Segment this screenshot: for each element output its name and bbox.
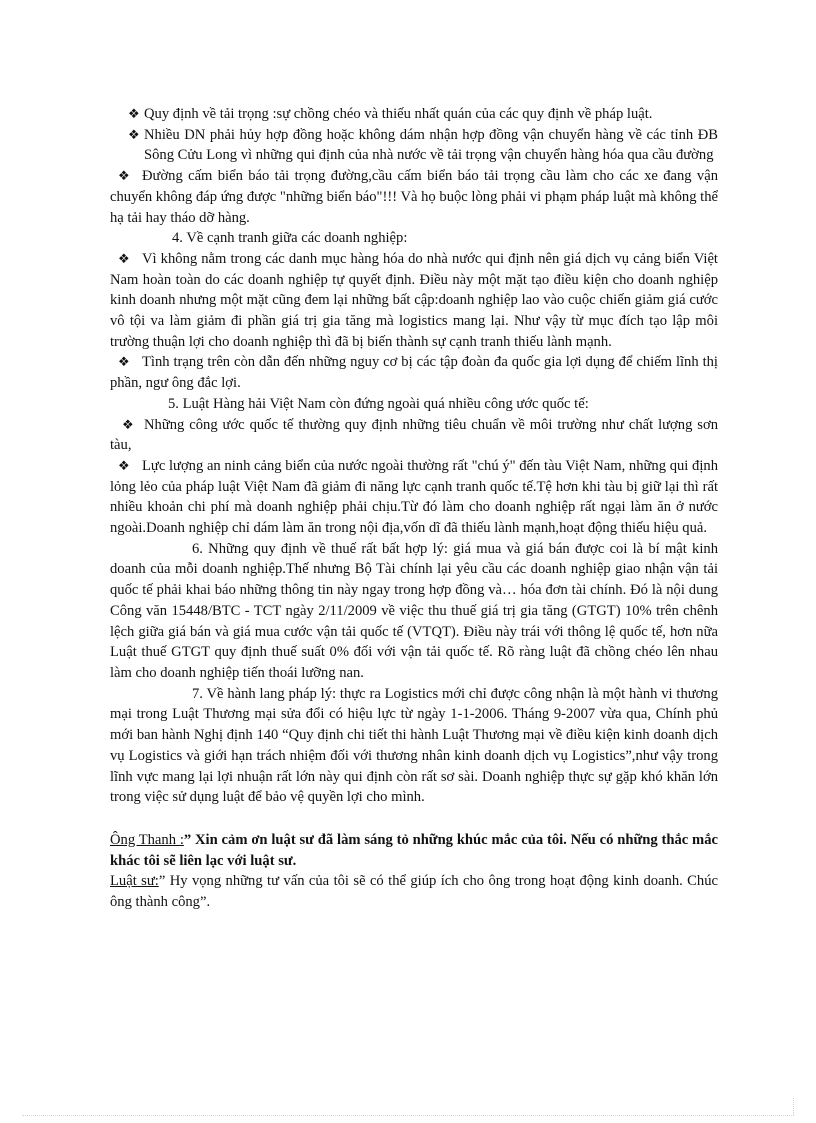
bullet-paragraph-port-security: ❖ Lực lượng an ninh cảng biển của nước ngoài thường rất "chú ý" đến tàu Việt Nam, những qui định lỏng lẻo của pháp luật Việt Nam đã giảm đi năng lực cạnh tranh quốc tế.Tệ hơn khi tàu bị giữ lại thì rất nhiều khoản chi phí mà doanh nghiệp phải chịu.Từ đó làm cho doanh nghiệp rất ngại làm ăn ở nước ngoài.Doanh nghiệp chỉ dám làm ăn trong nội địa,vốn dĩ đã thiếu lành mạnh,hoạt động thiếu hiệu quả. bbox=[110, 457, 718, 537]
dialogue-mr-thanh bbox=[110, 830, 718, 871]
section-heading-5: 5. Luật Hàng hải Việt Nam còn đứng ngoài quá nhiều công ước quốc tế: bbox=[168, 395, 589, 412]
paragraph-legal-framework: 7. Về hành lang pháp lý: thực ra Logistics mới chỉ được công nhận là một hành vi thương mại trong Luật Thương mại sửa đổi có hiệu lực từ ngày 1-1-2006. Tháng 9-2007 vừa qua, Chính phủ mới ban hành Nghị định 140 “Quy định chi tiết thi hành Luật Thương mại về điều kiện kinh doanh dịch vụ Logistics và giới hạn trách nhiệm đối với thương nhân kinh doanh dịch vụ Logistics”,như vậy trong lĩnh vực mang lại lợi nhuận rất lớn này qui định còn rất sơ sài. Doanh nghiệp thực sự gặp khó khăn lớn trong việc sử dụng luật để bảo vệ quyền lợi cho mình. bbox=[110, 685, 718, 806]
diamond-bullet-icon: ❖ bbox=[118, 457, 130, 473]
diamond-bullet-icon: ❖ bbox=[118, 250, 130, 266]
bullet-paragraph-conventions: ❖ Những công ước quốc tế thường quy định những tiêu chuẩn về môi trường như chất lượng sơn tàu, bbox=[110, 416, 718, 454]
diamond-bullet-icon: ❖ bbox=[118, 168, 130, 184]
bullet-paragraph-port-pricing: ❖ Vì không nằm trong các danh mục hàng hóa do nhà nước qui định nên giá dịch vụ cảng biển Việt Nam hoàn toàn do các doanh nghiệp tự quyết định. Điều này một mặt tạo điều kiện cho doanh nghiệp kinh doanh nhưng một mặt cũng đem lại những bất cập:doanh nghiệp lao vào cuộc chiến giảm giá cước vô tội va làm giảm đi phần giá trị gia tăng mà logistics mang lại. Như vậy từ mục đích tạo lập môi trường thuận lợi cho doanh nghiệp thì đã bị biến thành sự cạnh tranh thiếu lành mạnh. bbox=[110, 250, 718, 350]
bullet-paragraph-load-regulations: ❖ Quy định về tải trọng :sự chồng chéo và thiếu nhất quán của các quy định về pháp luật. bbox=[110, 104, 718, 125]
page-corner-mark bbox=[793, 1098, 794, 1115]
section-heading-4: 4. Về cạnh tranh giữa các doanh nghiệp: bbox=[172, 230, 408, 247]
dialogue-text: ” Xin cảm ơn luật sư đã làm sáng tỏ những khúc mắc của tôi. Nếu có những thắc mắc khác tôi sẽ liên lạc với luật sư. bbox=[110, 831, 718, 869]
paragraph-tax-rules: 6. Những quy định về thuế rất bất hợp lý: giá mua và giá bán được coi là bí mật kinh doanh của mỗi doanh nghiệp.Thế nhưng Bộ Tài chính lại yêu cầu các doanh nghiệp giao nhận vận tải quốc tế phải khai báo những thông tin này ngay trong hợp đồng và… hóa đơn tài chính. Đó là nội dung Công văn 15448/BTC - TCT ngày 2/11/2009 về việc thu thuế giá trị gia tăng (GTGT) 10% trên chênh lệch giữa giá bán và giá mua cước vận tải quốc tế (VTQT). Điều này trái với thông lệ quốc tế, hơn nữa Luật thuế GTGT quy định thuế suất 0% đối với vận tải quốc tế. Rõ ràng luật đã chồng chéo lên nhau làm cho doanh nghiệp tiến thoái lưỡng nan. bbox=[110, 540, 718, 681]
page-bottom-border bbox=[22, 1115, 794, 1116]
dialogue-lawyer bbox=[110, 871, 718, 912]
document-page bbox=[110, 104, 718, 913]
speaker-name: Luật sư: bbox=[110, 873, 159, 890]
dialogue-text: ” Hy vọng những tư vấn của tôi sẽ có thể giúp ích cho ông trong hoạt động kinh doanh. Chúc ông thành công”. bbox=[110, 873, 718, 911]
diamond-bullet-icon: ❖ bbox=[128, 106, 140, 121]
diamond-bullet-icon: ❖ bbox=[128, 126, 140, 142]
diamond-bullet-icon: ❖ bbox=[118, 354, 130, 370]
bullet-paragraph-multinational-risk: ❖ Tình trạng trên còn dẫn đến những nguy cơ bị các tập đoàn đa quốc gia lợi dụng để chiếm lĩnh thị phần, ngư ông đắc lợi. bbox=[110, 354, 718, 392]
bullet-paragraph-road-signs: ❖ Đường cấm biển báo tải trọng đường,cầu cấm biển báo tải trọng cầu làm cho các xe đang vận chuyển không đáp ứng được "những biển báo"!!! Và họ buộc lòng phải vi phạm pháp luật mà không thể hạ tải hay tháo dỡ hàng. bbox=[110, 168, 718, 226]
diamond-bullet-icon: ❖ bbox=[122, 416, 134, 432]
bullet-paragraph-cancelled-contracts: ❖ Nhiều DN phải hủy hợp đồng hoặc không dám nhận hợp đồng vận chuyển hàng về các tỉnh ĐB Sông Cửu Long vì những qui định của nhà nước về tải trọng vận chuyển hàng hóa qua cầu đường bbox=[128, 126, 718, 164]
speaker-name: Ông Thanh : bbox=[110, 831, 184, 848]
